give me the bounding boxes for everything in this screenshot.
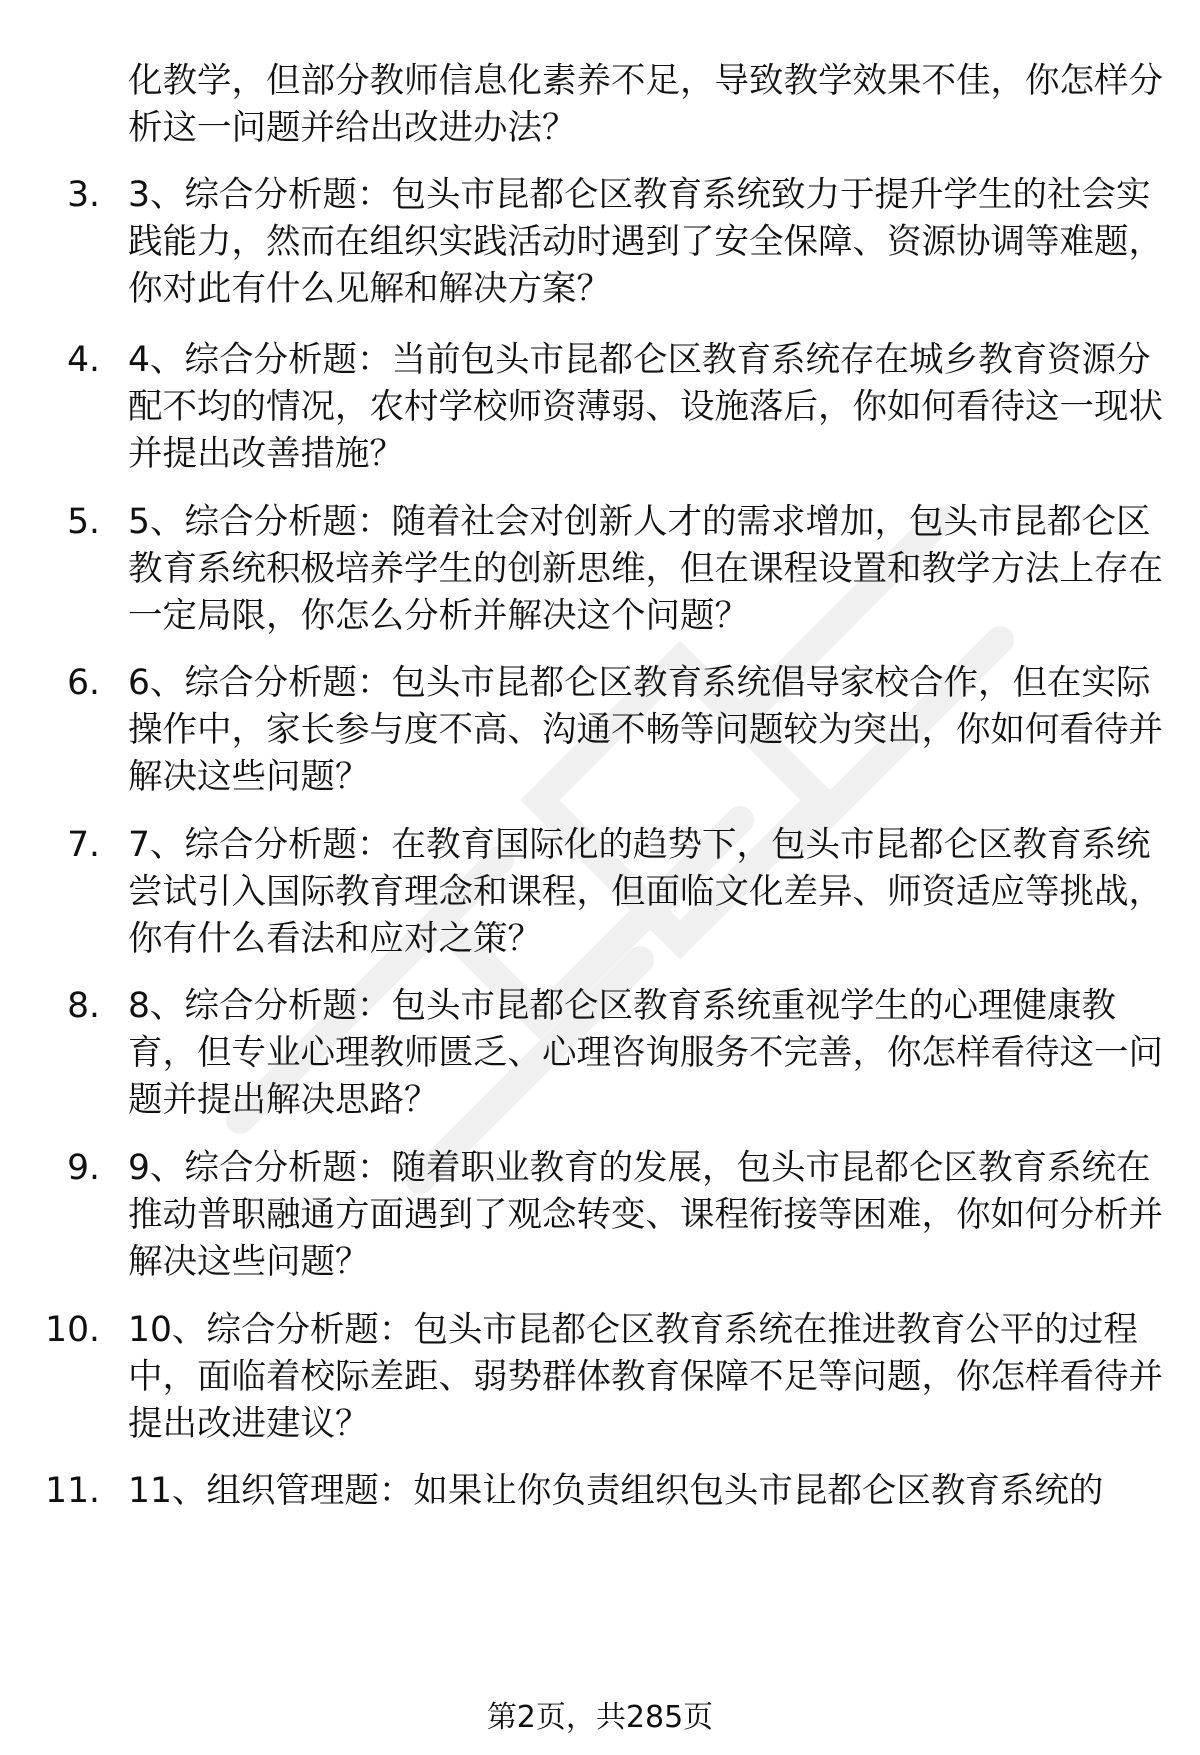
item-text: 5、综合分析题：随着社会对创新人才的需求增加，包头市昆都仑区教育系统积极培养学生的创新思维，但在课程设置和教学方法上存在一定局限，你怎么分析并解决这个问题？ xyxy=(128,502,1163,636)
item-number: 10. xyxy=(45,1310,100,1350)
item-text: 8、综合分析题：包头市昆都仑区教育系统重视学生的心理健康教育，但专业心理教师匮乏、心理咨询服务不完善，你怎样看待这一问题并提出解决思路？ xyxy=(128,986,1163,1120)
item-number: 6. xyxy=(67,663,100,703)
continuation-paragraph: 化教学，但部分教师信息化素养不足，导致教学效果不佳，你怎样分析这一问题并给出改进办法？ xyxy=(128,61,1163,148)
item-text: 9、综合分析题：随着职业教育的发展，包头市昆都仑区教育系统在推动普职融通方面遇到了观念转变、课程衔接等困难，你如何分析并解决这些问题？ xyxy=(128,1148,1163,1282)
item-number: 9. xyxy=(67,1148,100,1188)
item-text: 10、综合分析题：包头市昆都仑区教育系统在推进教育公平的过程中，面临着校际差距、弱势群体教育保障不足等问题，你怎样看待并提出改进建议？ xyxy=(128,1310,1163,1444)
item-number: 8. xyxy=(67,986,100,1026)
item-number: 11. xyxy=(45,1471,100,1511)
item-number: 4. xyxy=(67,340,100,380)
item-text: 3、综合分析题：包头市昆都仑区教育系统致力于提升学生的社会实践能力，然而在组织实践活动时遇到了安全保障、资源协调等难题，你对此有什么见解和解决方案？ xyxy=(128,175,1163,309)
item-number: 7. xyxy=(67,825,100,865)
item-number: 3. xyxy=(67,175,100,215)
page-footer: 第2页，共285页 xyxy=(486,1700,714,1735)
item-text: 4、综合分析题：当前包头市昆都仑区教育系统存在城乡教育资源分配不均的情况，农村学校师资薄弱、设施落后，你如何看待这一现状并提出改善措施？ xyxy=(128,340,1163,474)
item-text: 7、综合分析题：在教育国际化的趋势下，包头市昆都仑区教育系统尝试引入国际教育理念和课程，但面临文化差异、师资适应等挑战，你有什么看法和应对之策？ xyxy=(128,825,1163,959)
item-text: 11、组织管理题：如果让你负责组织包头市昆都仑区教育系统的 xyxy=(128,1471,1104,1511)
item-text: 6、综合分析题：包头市昆都仑区教育系统倡导家校合作，但在实际操作中，家长参与度不高、沟通不畅等问题较为突出，你如何看待并解决这些问题？ xyxy=(128,663,1163,797)
item-number: 5. xyxy=(67,502,100,542)
